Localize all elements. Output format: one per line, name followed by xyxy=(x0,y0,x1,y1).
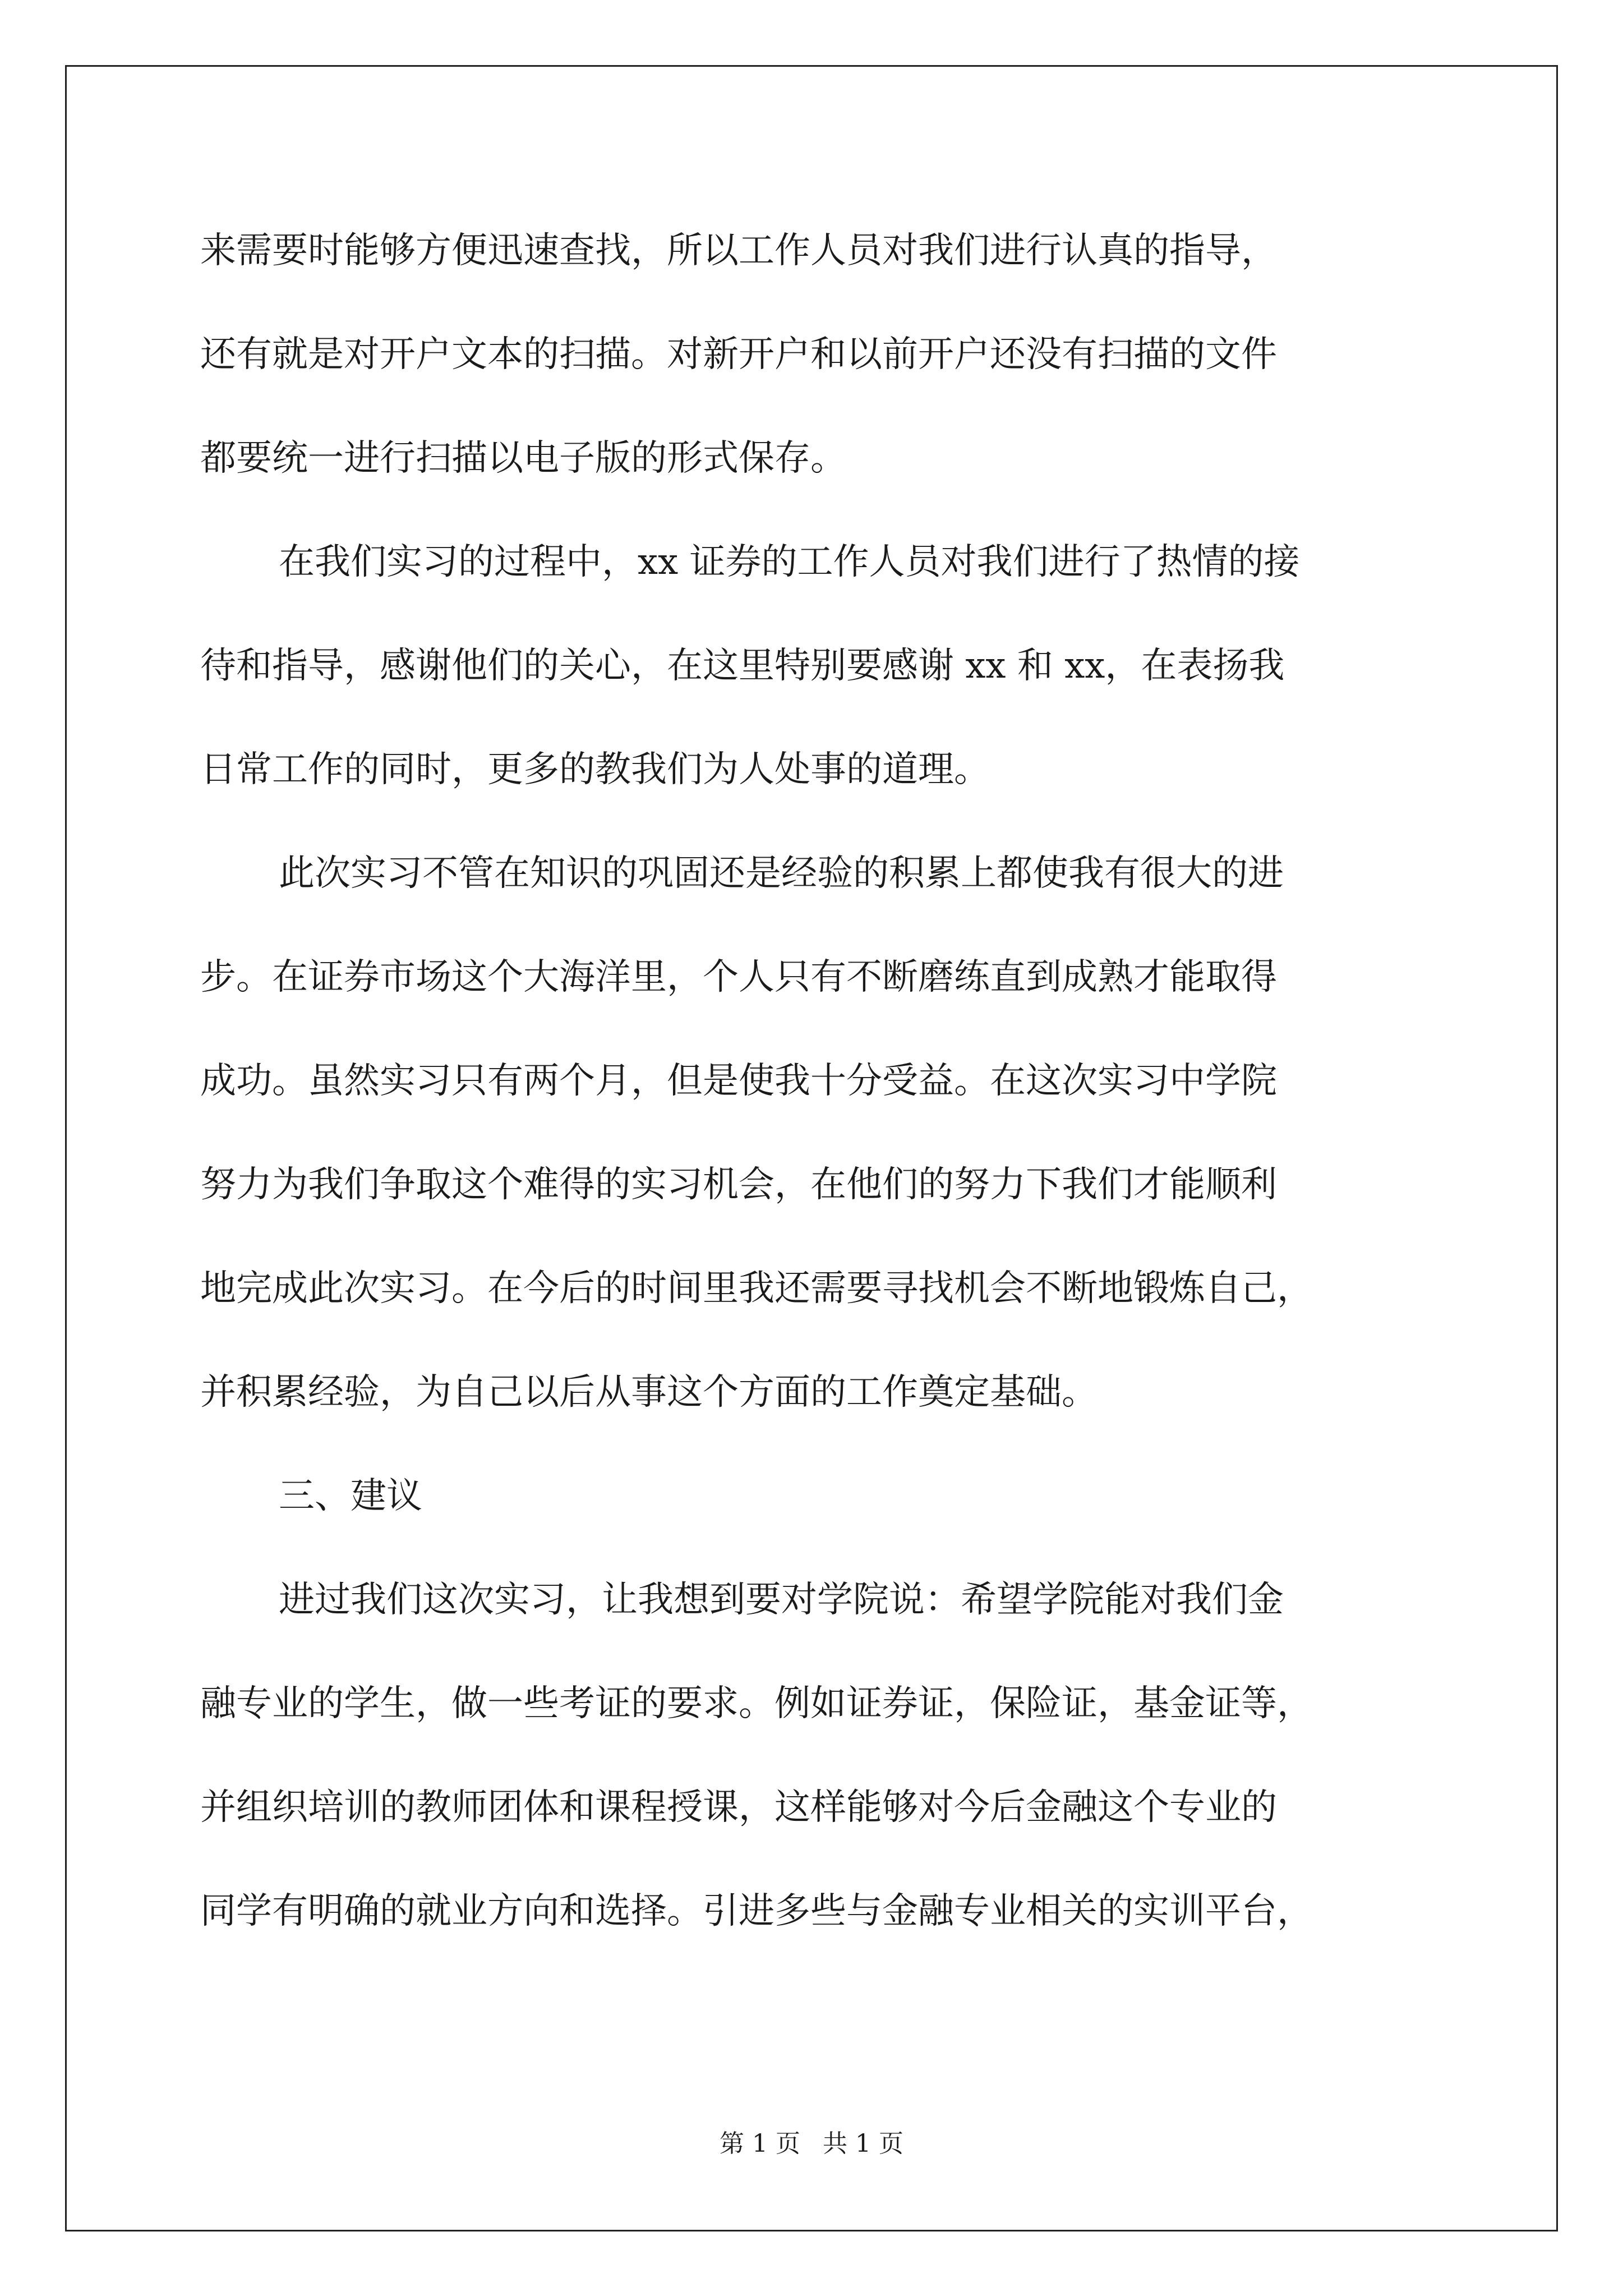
text-line: 努力为我们争取这个难得的实习机会，在他们的努力下我们才能顺利 xyxy=(200,1164,1277,1205)
text-line: 融专业的学生，做一些考证的要求。例如证券证，保险证，基金证等， xyxy=(200,1683,1313,1724)
text-line: 在我们实习的过程中，xx 证券的工作人员对我们进行了热情的接 xyxy=(279,541,1300,583)
text-line: 进过我们这次实习，让我想到要对学院说：希望学院能对我们金 xyxy=(279,1579,1284,1621)
text-line: 步。在证券市场这个大海洋里，个人只有不断磨练直到成熟才能取得 xyxy=(200,956,1277,998)
text-line: 此次实习不管在知识的巩固还是经验的积累上都使我有很大的进 xyxy=(279,853,1284,894)
text-line: 同学有明确的就业方向和选择。引进多些与金融专业相关的实训平台， xyxy=(200,1890,1313,1932)
text-line: 来需要时能够方便迅速查找，所以工作人员对我们进行认真的指导， xyxy=(200,230,1277,272)
text-line: 待和指导，感谢他们的关心，在这里特别要感谢 xx 和 xx，在表扬我 xyxy=(200,645,1285,687)
text-line: 成功。虽然实习只有两个月，但是使我十分受益。在这次实习中学院 xyxy=(200,1060,1277,1102)
text-line: 地完成此次实习。在今后的时间里我还需要寻找机会不断地锻炼自己， xyxy=(200,1268,1313,1309)
text-line: 并积累经验，为自己以后从事这个方面的工作奠定基础。 xyxy=(200,1372,1098,1413)
text-line: 都要统一进行扫描以电子版的形式保存。 xyxy=(200,438,846,479)
page-total: 共 1 页 xyxy=(823,2129,903,2158)
page-number: 第 1 页 xyxy=(720,2129,800,2158)
page-footer xyxy=(0,2127,1623,2161)
text-line: 还有就是对开户文本的扫描。对新开户和以前开户还没有扫描的文件 xyxy=(200,334,1277,375)
text-line: 三、建议 xyxy=(279,1475,422,1517)
text-line: 日常工作的同时，更多的教我们为人处事的道理。 xyxy=(200,749,990,790)
document-body xyxy=(200,199,1428,1963)
text-line: 并组织培训的教师团体和课程授课，这样能够对今后金融这个专业的 xyxy=(200,1787,1277,1828)
